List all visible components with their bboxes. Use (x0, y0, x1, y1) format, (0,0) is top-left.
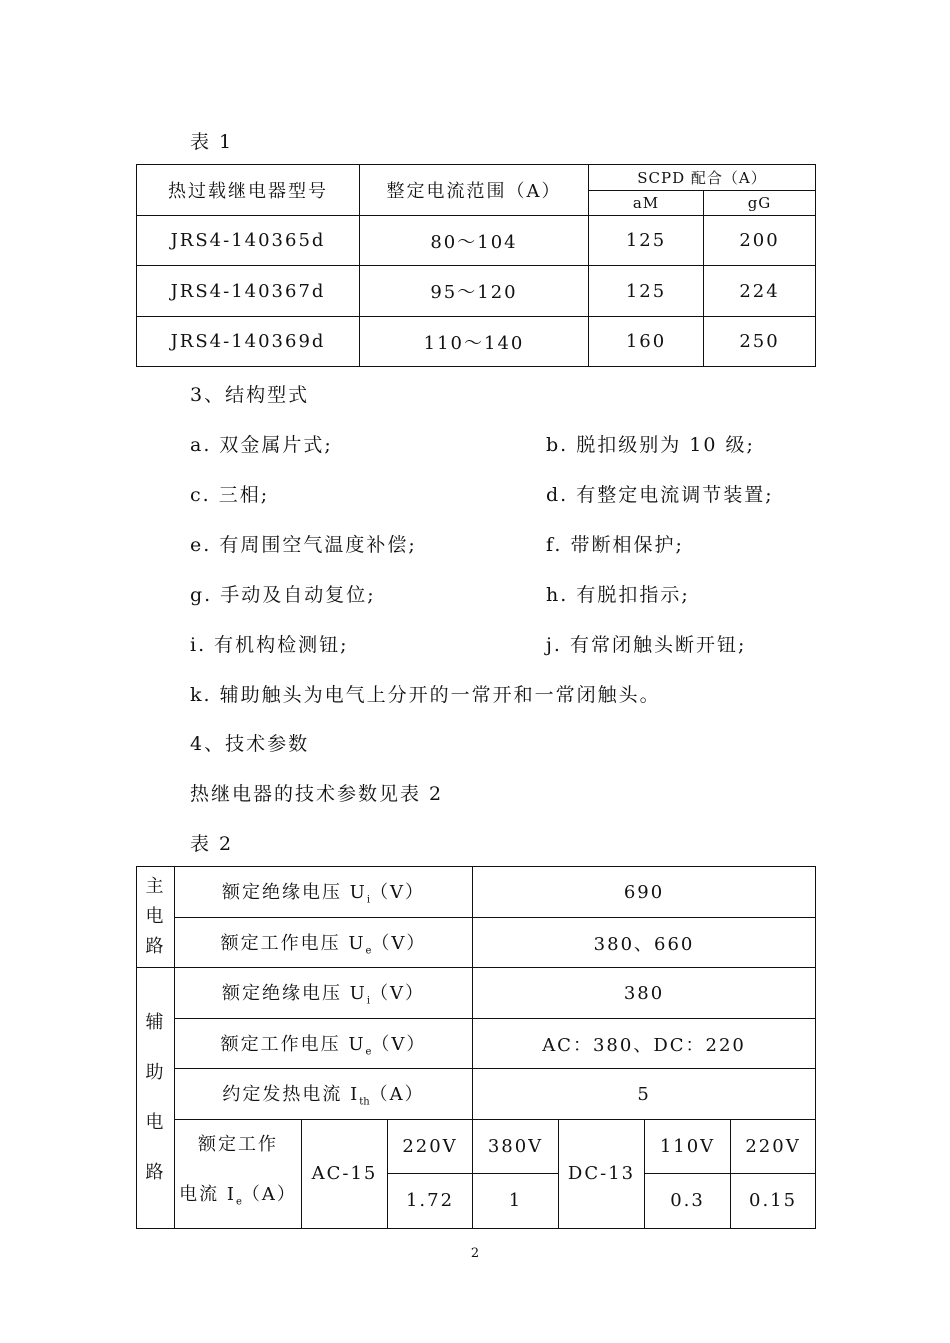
aux-insulation-voltage-value: 380 (473, 968, 816, 1019)
table1-cell-gg: 200 (704, 216, 816, 266)
aux-insulation-voltage-label: 额定绝缘电压 $U_i(V)$ (175, 968, 473, 1019)
table1-cell-model: JRS4-140365d (137, 216, 360, 266)
list-item: i. 有机构检测钮; (190, 634, 349, 656)
section4-intro: 热继电器的技术参数见表 2 (190, 783, 444, 805)
table1-cell-gg: 250 (704, 317, 816, 367)
table2 (136, 866, 816, 1229)
table1-cell-am: 125 (589, 266, 704, 317)
table1-header-scpd: SCPD 配合（A） (589, 165, 816, 191)
ac-current-2: 1 (473, 1173, 559, 1228)
list-item: d. 有整定电流调节装置; (546, 484, 774, 506)
main-insulation-voltage-value: 690 (473, 867, 816, 918)
list-item: h. 有脱扣指示; (546, 584, 690, 606)
list-item: f. 带断相保护; (546, 534, 684, 556)
table1-cell-model: JRS4-140367d (137, 266, 360, 317)
list-item: g. 手动及自动复位; (190, 584, 376, 606)
table1-header-range: 整定电流范围（A） (360, 165, 589, 216)
ac-current-1: 1.72 (388, 1173, 473, 1228)
aux-operating-voltage-label: 额定工作电压 $U_e(V)$ (175, 1019, 473, 1069)
section3-title: 3、结构型式 (190, 384, 310, 406)
table1-cell-am: 125 (589, 216, 704, 266)
table1-cell-model: JRS4-140369d (137, 317, 360, 367)
thermal-current-value: 5 (473, 1069, 816, 1120)
table1 (136, 164, 816, 367)
table1-cell-gg: 224 (704, 266, 816, 317)
dc-voltage-1: 110V (645, 1120, 731, 1174)
table1-caption: 表 1 (190, 131, 234, 153)
main-insulation-voltage-label: 额定绝缘电压 $U_i(V)$ (175, 867, 473, 918)
table1-header-gg: gG (704, 191, 816, 216)
thermal-current-label: 约定发热电流 $I_{th}(A)$ (175, 1069, 473, 1120)
aux-operating-voltage-value: AC：380、DC：220 (473, 1019, 816, 1069)
table1-header-am: aM (589, 191, 704, 216)
list-item: b. 脱扣级别为 10 级; (546, 434, 755, 456)
dc-current-2: 0.15 (731, 1173, 816, 1228)
list-item: j. 有常闭触头断开钮; (546, 634, 747, 656)
table1-header-model: 热过载继电器型号 (137, 165, 360, 216)
table1-cell-range: 110～140 (360, 317, 589, 367)
list-item: k. 辅助触头为电气上分开的一常开和一常闭触头。 (190, 684, 661, 706)
table-row (137, 266, 816, 317)
table1-cell-range: 80～104 (360, 216, 589, 266)
dc-voltage-2: 220V (731, 1120, 816, 1174)
main-operating-voltage-label: 额定工作电压 $U_e(V)$ (175, 918, 473, 968)
ac-category: AC-15 (302, 1120, 388, 1229)
aux-circuit-label: 辅 助 电 路 (137, 968, 175, 1229)
dc-category: DC-13 (559, 1120, 645, 1229)
table1-cell-range: 95～120 (360, 266, 589, 317)
ac-voltage-2: 380V (473, 1120, 559, 1174)
list-item: e. 有周围空气温度补偿; (190, 534, 417, 556)
ac-voltage-1: 220V (388, 1120, 473, 1174)
list-item: c. 三相; (190, 484, 270, 506)
main-circuit-label: 主 电 路 (137, 867, 175, 968)
table1-cell-am: 160 (589, 317, 704, 367)
page-number: 2 (470, 1246, 480, 1261)
section4-title: 4、技术参数 (190, 733, 310, 755)
dc-current-1: 0.3 (645, 1173, 731, 1228)
list-item: a. 双金属片式; (190, 434, 333, 456)
main-operating-voltage-value: 380、660 (473, 918, 816, 968)
table-row (137, 216, 816, 266)
table2-caption: 表 2 (190, 833, 234, 855)
operating-current-label: 额定工作 电流 $I_e(A)$ (175, 1120, 302, 1229)
table-row (137, 317, 816, 367)
